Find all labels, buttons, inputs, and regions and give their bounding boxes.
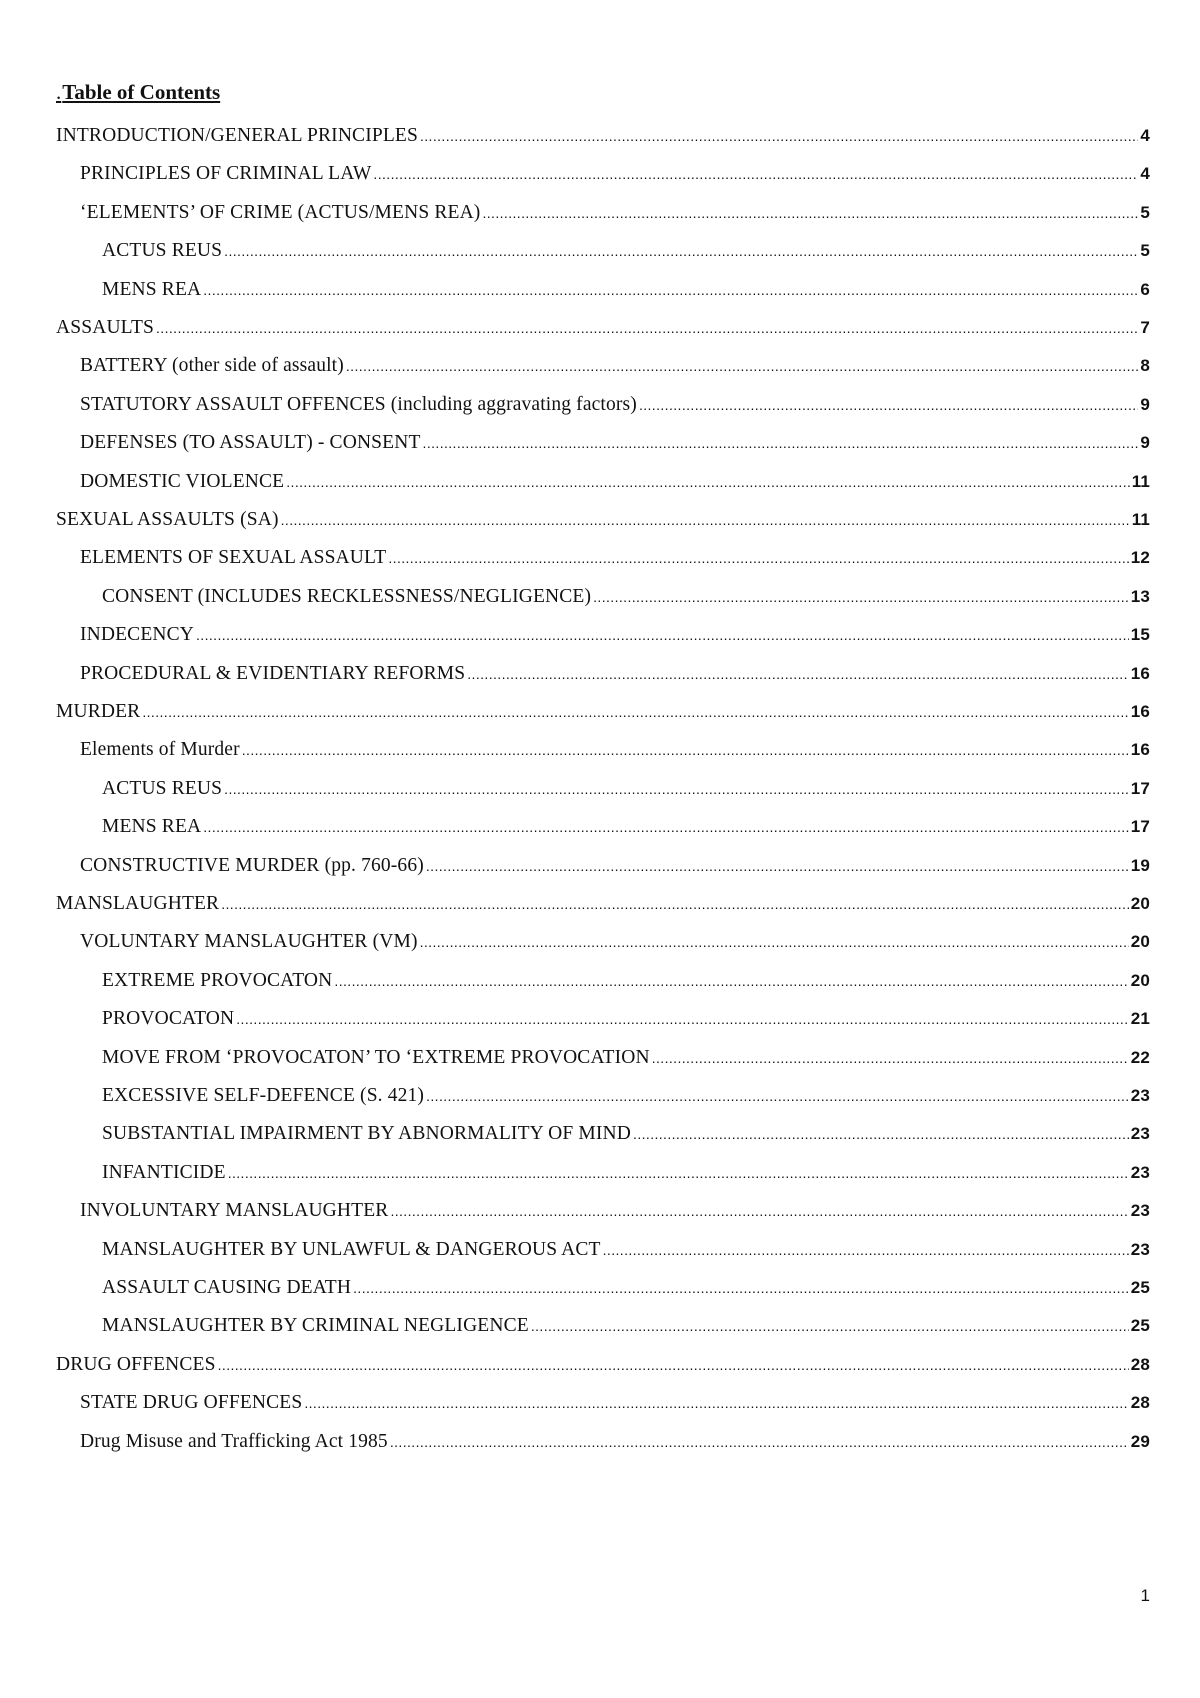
dot-leader	[224, 241, 1138, 261]
toc-entry-page: 7	[1140, 318, 1150, 337]
dot-leader	[224, 779, 1129, 799]
toc-entry-title: SEXUAL ASSAULTS (SA)	[56, 509, 279, 530]
toc-entry-page: 17	[1130, 817, 1150, 837]
toc-entry-title: MANSLAUGHTER	[56, 893, 220, 914]
toc-entry-page: 25	[1130, 1316, 1150, 1336]
dot-leader	[420, 932, 1129, 952]
toc-entry-title: Drug Misuse and Trafficking Act 1985	[80, 1430, 388, 1452]
toc-entry-title: ASSAULTS	[56, 317, 155, 338]
toc-entry-page: 20	[1130, 970, 1150, 990]
dot-leader	[203, 280, 1138, 300]
dot-leader	[221, 894, 1129, 914]
toc-entry-title: STATE DRUG OFFENCES	[80, 1392, 303, 1414]
toc-entry[interactable]	[80, 529, 1150, 570]
toc-entry[interactable]	[80, 453, 1150, 494]
toc-entry-title: INTRODUCTION/GENERAL PRINCIPLES	[56, 125, 418, 146]
toc-entry-page: 19	[1130, 855, 1150, 875]
toc-entry-page: 23	[1130, 1239, 1150, 1259]
toc-entry-page: 12	[1130, 548, 1150, 568]
toc-entry-page: 5	[1140, 202, 1150, 222]
toc-entry[interactable]	[102, 261, 1150, 302]
toc-entry-page: 23	[1130, 1201, 1150, 1221]
toc-entry[interactable]	[56, 875, 1150, 916]
toc-entry-title: MENS REA	[102, 816, 202, 838]
dot-leader	[633, 1124, 1129, 1144]
toc-entry-page: 5	[1140, 241, 1150, 261]
dot-leader	[388, 548, 1128, 568]
toc-entry-page: 9	[1140, 433, 1150, 453]
dot-leader	[390, 1201, 1128, 1221]
toc-entry[interactable]	[80, 376, 1150, 417]
toc-entry[interactable]	[80, 184, 1150, 225]
toc-entry-page: 23	[1130, 1124, 1150, 1144]
toc-entry-title: MANSLAUGHTER BY CRIMINAL NEGLIGENCE	[102, 1315, 529, 1337]
toc-entry[interactable]	[102, 1029, 1150, 1070]
toc-entry-page: 20	[1130, 894, 1150, 913]
dot-leader	[304, 1393, 1128, 1413]
toc-entry[interactable]	[102, 798, 1150, 839]
toc-entry-title: VOLUNTARY MANSLAUGHTER (VM)	[80, 931, 418, 953]
toc-entry-title: EXCESSIVE SELF-DEFENCE (S. 421)	[102, 1085, 425, 1106]
toc-entry-title: CONSENT (INCLUDES RECKLESSNESS/NEGLIGENCE)	[102, 585, 592, 607]
toc-entry-title: INVOLUNTARY MANSLAUGHTER	[80, 1200, 389, 1222]
toc-entry-page: 9	[1140, 394, 1150, 414]
toc-entry[interactable]	[102, 1259, 1150, 1300]
dot-leader	[236, 1009, 1129, 1029]
dot-leader	[203, 817, 1129, 837]
toc-entry-page: 25	[1130, 1278, 1150, 1297]
toc-entry[interactable]	[56, 491, 1150, 532]
footer-page-number: 1	[1140, 1586, 1150, 1605]
dot-leader	[593, 587, 1129, 607]
dot-leader	[373, 164, 1138, 184]
dot-leader	[196, 625, 1129, 645]
toc-entry-title: SUBSTANTIAL IMPAIRMENT BY ABNORMALITY OF MIND	[102, 1123, 632, 1145]
toc-entry[interactable]	[102, 222, 1150, 263]
toc-entry[interactable]	[56, 299, 1150, 340]
dot-leader	[531, 1316, 1129, 1336]
toc-entry[interactable]	[102, 1144, 1150, 1185]
toc-entry-page: 22	[1130, 1047, 1150, 1067]
toc-entry-title: Elements of Murder	[80, 739, 240, 761]
toc-entry[interactable]	[56, 683, 1150, 724]
dot-leader	[286, 472, 1129, 492]
toc-entry-title: ACTUS REUS	[102, 777, 223, 799]
dot-leader	[467, 664, 1129, 684]
toc-entry-page: 16	[1130, 702, 1150, 721]
toc-entry[interactable]	[80, 606, 1150, 647]
dot-leader	[423, 433, 1139, 453]
dot-leader	[281, 510, 1130, 530]
toc-entry-page: 16	[1130, 740, 1150, 760]
toc-entry-title: INFANTICIDE	[102, 1161, 226, 1183]
toc-entry[interactable]	[102, 1297, 1150, 1338]
dot-leader	[652, 1048, 1129, 1068]
toc-entry[interactable]	[80, 837, 1150, 878]
toc-entry-page: 4	[1140, 164, 1150, 184]
toc-entry[interactable]	[80, 414, 1150, 455]
toc-entry[interactable]	[80, 721, 1150, 762]
toc-entry-title: MENS REA	[102, 278, 202, 300]
toc-entry-title: DOMESTIC VIOLENCE	[80, 470, 285, 492]
dot-leader	[390, 1432, 1129, 1452]
toc-entry-title: PROCEDURAL & EVIDENTIARY REFORMS	[80, 662, 466, 684]
toc-entry-title: ACTUS REUS	[102, 240, 223, 262]
toc-entry-title: DEFENSES (TO ASSAULT) - CONSENT	[80, 432, 421, 454]
toc-entry[interactable]	[102, 990, 1150, 1031]
toc-entry-title: EXTREME PROVOCATON	[102, 969, 333, 991]
toc-entry-page: 29	[1130, 1431, 1150, 1451]
toc-heading-text: Table of Contents	[62, 80, 221, 104]
toc-entry-page: 23	[1130, 1162, 1150, 1182]
dot-leader	[346, 356, 1139, 376]
toc-entry-title: DRUG OFFENCES	[56, 1353, 216, 1375]
toc-entry-title: ELEMENTS OF SEXUAL ASSAULT	[80, 547, 387, 569]
toc-entry[interactable]	[102, 1105, 1150, 1146]
toc-entry-title: CONSTRUCTIVE MURDER (pp. 760-66)	[80, 854, 424, 876]
toc-entry-page: 11	[1131, 471, 1150, 491]
heading-mark: .	[56, 80, 62, 104]
toc-entry-page: 13	[1130, 586, 1150, 606]
toc-entry-title: ASSAULT CAUSING DEATH	[102, 1277, 352, 1298]
toc-entry[interactable]	[102, 568, 1150, 609]
toc-entry-page: 28	[1130, 1354, 1150, 1374]
dot-leader	[242, 740, 1129, 760]
toc-entry-title: PROVOCATON	[102, 1008, 235, 1030]
toc-entry[interactable]	[80, 1413, 1150, 1454]
toc-entry[interactable]	[56, 107, 1150, 148]
dot-leader	[334, 971, 1128, 991]
toc-entry[interactable]	[80, 645, 1150, 686]
toc-entry-page: 16	[1130, 663, 1150, 683]
toc-entry[interactable]	[80, 1182, 1150, 1223]
toc-entry-page: 23	[1130, 1086, 1150, 1105]
toc-entry[interactable]	[102, 760, 1150, 801]
dot-leader	[228, 1163, 1129, 1183]
toc-entry-page: 17	[1130, 778, 1150, 798]
toc-entry[interactable]	[80, 337, 1150, 378]
toc-entry-page: 28	[1130, 1393, 1150, 1413]
toc-entry-page: 6	[1140, 279, 1150, 299]
toc-entry-title: BATTERY (other side of assault)	[80, 355, 344, 377]
dot-leader	[218, 1355, 1129, 1375]
dot-leader	[426, 856, 1129, 876]
dot-leader	[603, 1240, 1129, 1260]
dot-leader	[639, 395, 1138, 415]
toc-entry-title: MOVE FROM ‘PROVOCATON’ TO ‘EXTREME PROVOCATION	[102, 1046, 650, 1068]
toc-entry[interactable]	[80, 145, 1150, 186]
toc-entry-page: 8	[1140, 356, 1150, 376]
toc-entry[interactable]	[102, 952, 1150, 993]
toc-entry-title: STATUTORY ASSAULT OFFENCES (including aggravating factors)	[80, 393, 637, 415]
dot-leader	[156, 318, 1138, 338]
toc-entry-title: INDECENCY	[80, 624, 195, 646]
toc-entry[interactable]	[102, 1067, 1150, 1108]
toc-entry-title: MURDER	[56, 701, 141, 722]
toc-entry[interactable]	[80, 1374, 1150, 1415]
toc-entry[interactable]	[80, 913, 1150, 954]
toc-entry-page: 11	[1131, 510, 1150, 529]
dot-leader	[353, 1278, 1129, 1298]
dot-leader	[142, 702, 1128, 722]
dot-leader	[420, 126, 1138, 146]
dot-leader	[482, 203, 1138, 223]
toc-entry[interactable]	[102, 1221, 1150, 1262]
toc-entry-title: ‘ELEMENTS’ OF CRIME (ACTUS/MENS REA)	[80, 201, 481, 223]
toc-entry-title: MANSLAUGHTER BY UNLAWFUL & DANGEROUS ACT	[102, 1238, 601, 1260]
toc-heading	[56, 80, 220, 105]
toc-entry[interactable]	[56, 1336, 1150, 1377]
toc-entry-page: 15	[1130, 625, 1150, 645]
dot-leader	[426, 1086, 1129, 1106]
toc-entry-title: PRINCIPLES OF CRIMINAL LAW	[80, 163, 372, 185]
toc-entry-page: 21	[1130, 1009, 1150, 1029]
toc-entry-page: 20	[1130, 932, 1150, 952]
toc-entry-page: 4	[1140, 126, 1150, 145]
